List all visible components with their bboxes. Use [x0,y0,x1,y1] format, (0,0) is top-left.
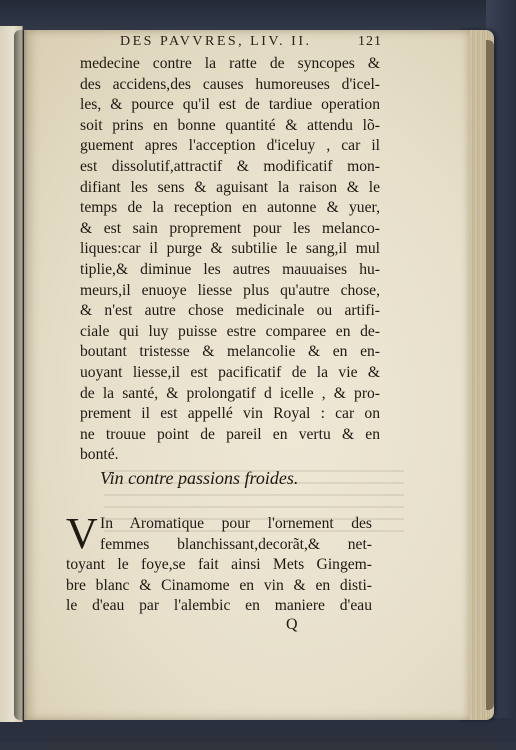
text-line: le d'eau par l'alembic en maniere d'eau [66,597,372,615]
running-title: DES PAVVRES, LIV. II. [120,34,312,49]
text-line: guement apres l'acception d'iceluy , car il [80,137,380,155]
text-line: uoyant liesse,il est pacificatif de la vie & [80,363,380,381]
text-line: temps de la reception en autonne & yuer, [80,199,380,217]
text-line: meurs,il enuoye liesse plus qu'autre chose, [80,281,380,299]
text-line: bonté. [80,446,119,464]
text-line: femmes blanchissant,decorãt,& net- [100,535,372,553]
page-bottom-shadow [48,720,494,750]
paragraph-2 [66,509,372,617]
text-line: de la santé, & prolongatif d icelle , & pro- [80,384,380,402]
text-line: & est sain proprement pour les melanco- [80,219,380,237]
page-number: 121 [358,34,382,49]
section-heading: Vin contre passions froides. [100,468,299,488]
gutter-shadow [14,30,28,720]
text-line: tiplie,& diminue les autres mauuaises hu- [80,260,380,278]
text-line: liques:car il purge & subtilie le sang,il mul [80,240,380,258]
dark-background-top [0,0,516,34]
text-line: soit prins en bonne quantité & attendu lõ- [80,116,380,134]
paragraph-1 [80,54,380,466]
text-line: difiant les sens & aguisant la raison & le [80,178,380,196]
text-line: In Aromatique pour l'ornement des [100,515,372,532]
text-line: toyant le foye,se fait ainsi Mets Gingem- [66,556,372,574]
text-line: boutant tristesse & melancolie & en en- [80,343,380,361]
text-line: ne trouue point de pareil en vertu & en [80,425,380,443]
text-line: ciale qui luy puisse estre comparee en de- [80,322,380,340]
drop-cap: V [66,509,98,558]
text-line: medecine contre la ratte de syncopes & [80,55,380,72]
text-line: prement il est appellé vin Royal : car on [80,405,380,423]
binding-edge [486,40,494,710]
text-line: les, & pource qu'il est de tardiue operation [80,96,380,114]
text-line: bre blanc & Cinamome en vin & en disti- [66,576,372,594]
text-line: est dissolutif,attractif & modificatif mon- [80,157,380,175]
text-line: & n'est autre chose medicinale ou artifi- [80,302,380,320]
text-line: des accidens,des causes humoreuses d'icel- [80,75,380,93]
catchword: Q [286,616,298,633]
running-header [120,34,382,50]
